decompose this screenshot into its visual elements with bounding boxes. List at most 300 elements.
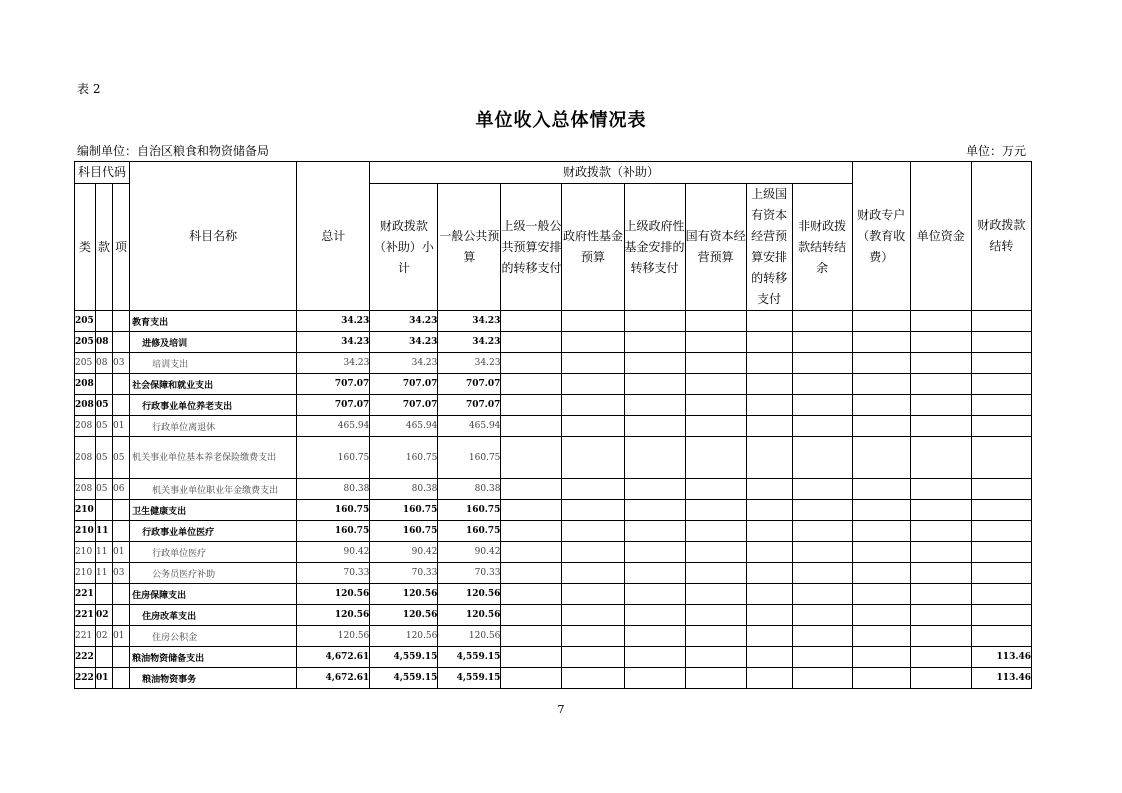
general-budget-cell: 465.94	[438, 416, 501, 437]
fiscal-subtotal-cell: 160.75	[370, 500, 438, 521]
section-code-cell: 11	[96, 542, 113, 563]
table-row	[75, 353, 1032, 374]
header-upper-general-transfer: 上级一般公共预算安排的转移支付	[501, 184, 562, 311]
fiscal-subtotal-cell: 4,559.15	[370, 668, 438, 689]
empty-cell	[746, 542, 792, 563]
empty-cell	[624, 647, 685, 668]
fiscal-subtotal-cell: 120.56	[370, 626, 438, 647]
subject-name-cell: 住房公积金	[130, 626, 297, 647]
empty-cell	[792, 563, 852, 584]
empty-cell	[685, 311, 746, 332]
empty-cell	[562, 626, 624, 647]
fiscal-carryover-cell	[971, 584, 1031, 605]
table-row	[75, 668, 1032, 689]
item-code-cell	[113, 605, 130, 626]
empty-cell	[685, 605, 746, 626]
class-code-cell: 210	[75, 542, 96, 563]
empty-cell	[562, 521, 624, 542]
fiscal-carryover-cell	[971, 605, 1031, 626]
general-budget-cell: 707.07	[438, 374, 501, 395]
item-code-cell	[113, 311, 130, 332]
fiscal-special-cell	[852, 563, 910, 584]
fiscal-subtotal-cell: 160.75	[370, 437, 438, 479]
header-section: 款	[96, 184, 113, 311]
class-code-cell: 222	[75, 668, 96, 689]
general-budget-cell: 70.33	[438, 563, 501, 584]
empty-cell	[624, 584, 685, 605]
empty-cell	[685, 374, 746, 395]
fiscal-carryover-cell: 113.46	[971, 647, 1031, 668]
class-code-cell: 210	[75, 500, 96, 521]
table-row	[75, 479, 1032, 500]
general-budget-cell: 34.23	[438, 311, 501, 332]
empty-cell	[685, 353, 746, 374]
empty-cell	[685, 563, 746, 584]
section-code-cell: 08	[96, 353, 113, 374]
empty-cell	[746, 668, 792, 689]
empty-cell	[501, 584, 562, 605]
subject-name-cell: 机关事业单位职业年金缴费支出	[130, 479, 297, 500]
empty-cell	[562, 542, 624, 563]
empty-cell	[624, 311, 685, 332]
subject-name-cell: 教育支出	[130, 311, 297, 332]
item-code-cell	[113, 500, 130, 521]
empty-cell	[501, 563, 562, 584]
section-code-cell: 02	[96, 605, 113, 626]
empty-cell	[792, 416, 852, 437]
empty-cell	[685, 437, 746, 479]
header-fiscal-carryover: 财政拨款结转	[971, 162, 1031, 311]
table-row	[75, 437, 1032, 479]
empty-cell	[562, 584, 624, 605]
empty-cell	[792, 332, 852, 353]
empty-cell	[501, 395, 562, 416]
fiscal-subtotal-cell: 120.56	[370, 605, 438, 626]
empty-cell	[792, 584, 852, 605]
empty-cell	[624, 416, 685, 437]
subject-name-cell: 卫生健康支出	[130, 500, 297, 521]
empty-cell	[746, 647, 792, 668]
section-code-cell: 11	[96, 521, 113, 542]
table-row	[75, 416, 1032, 437]
header-upper-gov-fund-transfer: 上级政府性基金安排的转移支付	[624, 184, 685, 311]
empty-cell	[501, 437, 562, 479]
empty-cell	[746, 437, 792, 479]
fiscal-subtotal-cell: 465.94	[370, 416, 438, 437]
empty-cell	[624, 332, 685, 353]
table-tag: 表 2	[77, 82, 101, 96]
header-state-capital-budget: 国有资本经营预算	[685, 184, 746, 311]
subject-name-cell: 住房改革支出	[130, 605, 297, 626]
header-class: 类	[75, 184, 96, 311]
section-code-cell	[96, 500, 113, 521]
empty-cell	[624, 605, 685, 626]
general-budget-cell: 160.75	[438, 521, 501, 542]
section-code-cell: 05	[96, 416, 113, 437]
general-budget-cell: 707.07	[438, 395, 501, 416]
subject-name-cell: 行政事业单位医疗	[130, 521, 297, 542]
empty-cell	[685, 500, 746, 521]
class-code-cell: 208	[75, 374, 96, 395]
empty-cell	[501, 353, 562, 374]
header-item: 项	[113, 184, 130, 311]
empty-cell	[624, 626, 685, 647]
header-fiscal-subtotal: 财政拨款（补助）小计	[370, 184, 438, 311]
empty-cell	[792, 542, 852, 563]
table-row	[75, 647, 1032, 668]
unit-funds-cell	[910, 353, 971, 374]
empty-cell	[685, 395, 746, 416]
empty-cell	[746, 605, 792, 626]
fiscal-subtotal-cell: 707.07	[370, 395, 438, 416]
class-code-cell: 210	[75, 521, 96, 542]
total-cell: 4,672.61	[297, 668, 370, 689]
fiscal-carryover-cell	[971, 332, 1031, 353]
empty-cell	[746, 395, 792, 416]
empty-cell	[562, 563, 624, 584]
general-budget-cell: 160.75	[438, 437, 501, 479]
empty-cell	[792, 605, 852, 626]
header-subject-name: 科目名称	[130, 162, 297, 311]
total-cell: 707.07	[297, 395, 370, 416]
empty-cell	[501, 332, 562, 353]
header-unit-funds: 单位资金	[910, 162, 971, 311]
fiscal-special-cell	[852, 311, 910, 332]
total-cell: 34.23	[297, 311, 370, 332]
fiscal-subtotal-cell: 90.42	[370, 542, 438, 563]
section-code-cell	[96, 374, 113, 395]
empty-cell	[685, 668, 746, 689]
empty-cell	[562, 647, 624, 668]
general-budget-cell: 34.23	[438, 332, 501, 353]
unit-funds-cell	[910, 542, 971, 563]
fiscal-special-cell	[852, 395, 910, 416]
section-code-cell: 01	[96, 668, 113, 689]
general-budget-cell: 80.38	[438, 479, 501, 500]
unit-funds-cell	[910, 311, 971, 332]
total-cell: 120.56	[297, 626, 370, 647]
total-cell: 160.75	[297, 500, 370, 521]
empty-cell	[792, 479, 852, 500]
total-cell: 70.33	[297, 563, 370, 584]
empty-cell	[562, 479, 624, 500]
total-cell: 160.75	[297, 437, 370, 479]
unit-funds-cell	[910, 395, 971, 416]
section-code-cell	[96, 311, 113, 332]
total-cell: 34.23	[297, 332, 370, 353]
fiscal-special-cell	[852, 647, 910, 668]
class-code-cell: 208	[75, 395, 96, 416]
table-row	[75, 605, 1032, 626]
empty-cell	[501, 626, 562, 647]
subject-name-cell: 行政事业单位养老支出	[130, 395, 297, 416]
table-row	[75, 521, 1032, 542]
empty-cell	[562, 437, 624, 479]
empty-cell	[501, 374, 562, 395]
item-code-cell: 03	[113, 563, 130, 584]
table-row	[75, 584, 1032, 605]
table-row	[75, 500, 1032, 521]
fiscal-subtotal-cell: 4,559.15	[370, 647, 438, 668]
empty-cell	[746, 626, 792, 647]
empty-cell	[562, 416, 624, 437]
subject-name-cell: 进修及培训	[130, 332, 297, 353]
total-cell: 34.23	[297, 353, 370, 374]
header-fiscal-special: 财政专户（教育收费）	[852, 162, 910, 311]
fiscal-subtotal-cell: 120.56	[370, 584, 438, 605]
empty-cell	[624, 563, 685, 584]
unit-funds-cell	[910, 479, 971, 500]
empty-cell	[624, 668, 685, 689]
general-budget-cell: 34.23	[438, 353, 501, 374]
total-cell: 4,672.61	[297, 647, 370, 668]
fiscal-carryover-cell	[971, 479, 1031, 500]
subject-name-cell: 粮油物资储备支出	[130, 647, 297, 668]
empty-cell	[562, 374, 624, 395]
fiscal-subtotal-cell: 34.23	[370, 353, 438, 374]
empty-cell	[501, 668, 562, 689]
fiscal-special-cell	[852, 479, 910, 500]
subject-name-cell: 社会保障和就业支出	[130, 374, 297, 395]
general-budget-cell: 160.75	[438, 500, 501, 521]
empty-cell	[562, 668, 624, 689]
empty-cell	[746, 521, 792, 542]
fiscal-carryover-cell	[971, 353, 1031, 374]
header-general-budget: 一般公共预算	[438, 184, 501, 311]
item-code-cell	[113, 395, 130, 416]
header-total: 总计	[297, 162, 370, 311]
fiscal-subtotal-cell: 160.75	[370, 521, 438, 542]
empty-cell	[685, 479, 746, 500]
fiscal-special-cell	[852, 668, 910, 689]
empty-cell	[624, 479, 685, 500]
fiscal-carryover-cell	[971, 395, 1031, 416]
item-code-cell	[113, 668, 130, 689]
fiscal-carryover-cell	[971, 563, 1031, 584]
class-code-cell: 205	[75, 353, 96, 374]
item-code-cell: 05	[113, 437, 130, 479]
total-cell: 707.07	[297, 374, 370, 395]
empty-cell	[501, 605, 562, 626]
unit-funds-cell	[910, 437, 971, 479]
fiscal-special-cell	[852, 332, 910, 353]
item-code-cell	[113, 584, 130, 605]
page-number: 7	[557, 703, 565, 716]
empty-cell	[624, 542, 685, 563]
empty-cell	[624, 374, 685, 395]
empty-cell	[685, 584, 746, 605]
item-code-cell	[113, 332, 130, 353]
empty-cell	[501, 416, 562, 437]
header-fiscal-group: 财政拨款（补助）	[370, 162, 852, 184]
fiscal-special-cell	[852, 626, 910, 647]
section-code-cell: 05	[96, 437, 113, 479]
unit-funds-cell	[910, 521, 971, 542]
fiscal-special-cell	[852, 542, 910, 563]
class-code-cell: 205	[75, 332, 96, 353]
empty-cell	[685, 332, 746, 353]
empty-cell	[624, 395, 685, 416]
section-code-cell: 05	[96, 395, 113, 416]
unit-funds-cell	[910, 647, 971, 668]
empty-cell	[685, 521, 746, 542]
empty-cell	[746, 374, 792, 395]
class-code-cell: 221	[75, 626, 96, 647]
income-table	[74, 161, 1032, 689]
section-code-cell: 05	[96, 479, 113, 500]
empty-cell	[746, 353, 792, 374]
empty-cell	[562, 395, 624, 416]
fiscal-carryover-cell	[971, 374, 1031, 395]
header-code-group: 科目代码	[75, 162, 130, 184]
class-code-cell: 208	[75, 479, 96, 500]
subject-name-cell: 机关事业单位基本养老保险缴费支出	[130, 437, 297, 479]
fiscal-special-cell	[852, 437, 910, 479]
empty-cell	[792, 374, 852, 395]
total-cell: 90.42	[297, 542, 370, 563]
table-row	[75, 395, 1032, 416]
empty-cell	[501, 479, 562, 500]
subject-name-cell: 公务员医疗补助	[130, 563, 297, 584]
item-code-cell	[113, 521, 130, 542]
empty-cell	[685, 542, 746, 563]
header-nonfiscal-carryover: 非财政拨款结转结余	[792, 184, 852, 311]
unit-funds-cell	[910, 416, 971, 437]
class-code-cell: 221	[75, 584, 96, 605]
class-code-cell: 208	[75, 416, 96, 437]
table-row	[75, 563, 1032, 584]
empty-cell	[746, 479, 792, 500]
item-code-cell: 01	[113, 416, 130, 437]
total-cell: 160.75	[297, 521, 370, 542]
class-code-cell: 208	[75, 437, 96, 479]
empty-cell	[562, 353, 624, 374]
table-row	[75, 374, 1032, 395]
empty-cell	[501, 500, 562, 521]
section-code-cell: 08	[96, 332, 113, 353]
general-budget-cell: 120.56	[438, 626, 501, 647]
item-code-cell: 03	[113, 353, 130, 374]
empty-cell	[562, 605, 624, 626]
empty-cell	[792, 353, 852, 374]
fiscal-carryover-cell	[971, 437, 1031, 479]
empty-cell	[624, 521, 685, 542]
total-cell: 120.56	[297, 584, 370, 605]
unit-funds-cell	[910, 500, 971, 521]
empty-cell	[501, 311, 562, 332]
unit-funds-cell	[910, 668, 971, 689]
empty-cell	[792, 500, 852, 521]
unit-funds-cell	[910, 374, 971, 395]
section-code-cell: 11	[96, 563, 113, 584]
fiscal-special-cell	[852, 374, 910, 395]
fiscal-carryover-cell	[971, 542, 1031, 563]
empty-cell	[746, 563, 792, 584]
table-body	[75, 311, 1032, 689]
fiscal-carryover-cell	[971, 521, 1031, 542]
section-code-cell	[96, 647, 113, 668]
class-code-cell: 205	[75, 311, 96, 332]
fiscal-subtotal-cell: 34.23	[370, 311, 438, 332]
empty-cell	[746, 332, 792, 353]
money-unit: 单位：万元	[965, 144, 1026, 158]
unit-funds-cell	[910, 584, 971, 605]
empty-cell	[792, 311, 852, 332]
fiscal-carryover-cell: 113.46	[971, 668, 1031, 689]
general-budget-cell: 120.56	[438, 605, 501, 626]
empty-cell	[624, 500, 685, 521]
compiling-unit: 编制单位：自治区粮食和物资储备局	[77, 144, 270, 158]
empty-cell	[501, 542, 562, 563]
subject-name-cell: 培训支出	[130, 353, 297, 374]
unit-funds-cell	[910, 563, 971, 584]
fiscal-subtotal-cell: 80.38	[370, 479, 438, 500]
general-budget-cell: 90.42	[438, 542, 501, 563]
item-code-cell: 01	[113, 542, 130, 563]
fiscal-special-cell	[852, 353, 910, 374]
item-code-cell	[113, 647, 130, 668]
table-row	[75, 626, 1032, 647]
general-budget-cell: 4,559.15	[438, 668, 501, 689]
fiscal-special-cell	[852, 584, 910, 605]
empty-cell	[792, 668, 852, 689]
general-budget-cell: 4,559.15	[438, 647, 501, 668]
subject-name-cell: 行政单位离退休	[130, 416, 297, 437]
fiscal-subtotal-cell: 707.07	[370, 374, 438, 395]
general-budget-cell: 120.56	[438, 584, 501, 605]
item-code-cell	[113, 374, 130, 395]
subject-name-cell: 行政单位医疗	[130, 542, 297, 563]
fiscal-special-cell	[852, 521, 910, 542]
fiscal-special-cell	[852, 416, 910, 437]
unit-funds-cell	[910, 332, 971, 353]
fiscal-carryover-cell	[971, 500, 1031, 521]
empty-cell	[685, 647, 746, 668]
empty-cell	[746, 311, 792, 332]
empty-cell	[562, 500, 624, 521]
fiscal-subtotal-cell: 70.33	[370, 563, 438, 584]
fiscal-subtotal-cell: 34.23	[370, 332, 438, 353]
class-code-cell: 210	[75, 563, 96, 584]
empty-cell	[746, 584, 792, 605]
empty-cell	[792, 521, 852, 542]
empty-cell	[746, 416, 792, 437]
header-gov-fund-budget: 政府性基金预算	[562, 184, 624, 311]
unit-funds-cell	[910, 605, 971, 626]
empty-cell	[562, 332, 624, 353]
unit-funds-cell	[910, 626, 971, 647]
fiscal-special-cell	[852, 605, 910, 626]
fiscal-carryover-cell	[971, 311, 1031, 332]
empty-cell	[746, 500, 792, 521]
table-row	[75, 542, 1032, 563]
empty-cell	[501, 521, 562, 542]
empty-cell	[792, 395, 852, 416]
empty-cell	[685, 626, 746, 647]
item-code-cell: 06	[113, 479, 130, 500]
empty-cell	[562, 311, 624, 332]
empty-cell	[792, 626, 852, 647]
class-code-cell: 221	[75, 605, 96, 626]
fiscal-carryover-cell	[971, 626, 1031, 647]
empty-cell	[501, 647, 562, 668]
header-upper-state-capital-transfer: 上级国有资本经营预算安排的转移支付	[746, 184, 792, 311]
table-row	[75, 311, 1032, 332]
subject-name-cell: 粮油物资事务	[130, 668, 297, 689]
total-cell: 120.56	[297, 605, 370, 626]
fiscal-special-cell	[852, 500, 910, 521]
fiscal-carryover-cell	[971, 416, 1031, 437]
